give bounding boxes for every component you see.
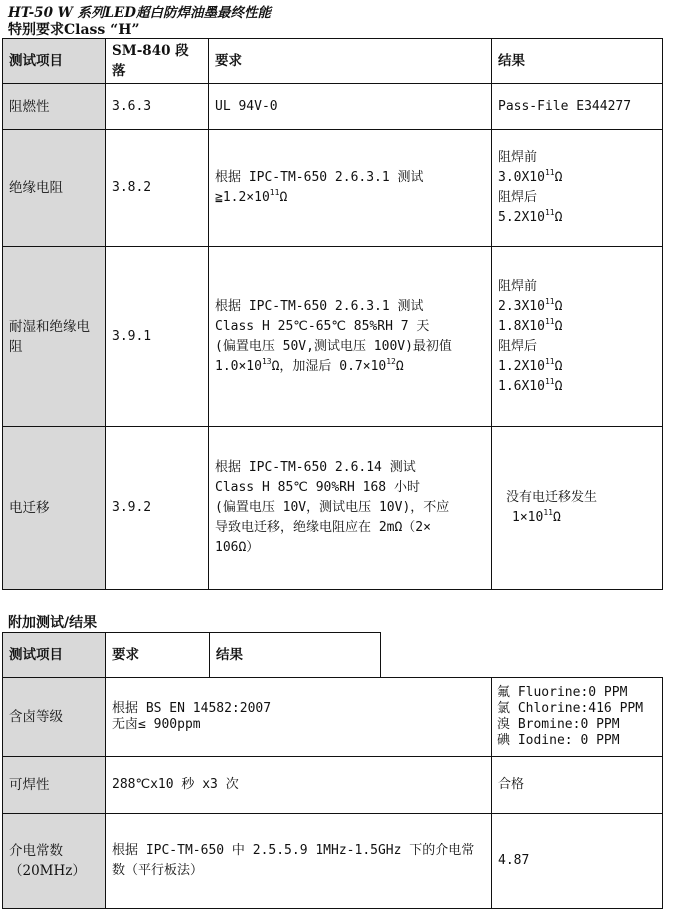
table-row [3,84,663,130]
header-result: 结果 [492,39,663,84]
row-requirement: UL 94V-0 [209,84,492,130]
result-line: 阻焊前 [498,278,538,294]
row-item-insulation-resistance: 绝缘电阻 [3,130,106,247]
result-line: 氟 Fluorine:0 PPM [497,685,628,700]
result-line: $1.8X10^{11}\Omega$ [498,316,563,334]
table-row [3,247,663,427]
row-result: Pass-File E344277 [492,84,663,130]
header-requirement: 要求 [106,633,210,678]
req-line: 根据 IPC-TM-650 2.6.3.1 测试 [215,298,424,314]
result-line: 阻焊后 [498,338,538,354]
result-line: $3.0X10^{11}\Omega$ [498,168,563,185]
additional-tests-table [2,677,663,909]
header-sm840-section: SM-840 段落 [106,39,209,84]
req-line: (偏置电压 10V，测试电压 10V)，不应 [215,500,450,515]
req-line: 根据 BS EN 14582:2007 [112,701,272,716]
result-line: 氯 Chlorine:416 PPM [497,701,644,716]
additional-tests-header [2,632,381,678]
result-line: $1.2X10^{11}\Omega$ [498,356,563,374]
row-item-solderability: 可焊性 [3,757,106,814]
row-requirement [209,427,492,590]
result-line: $1\times 10^{11}\Omega$ [512,508,561,525]
req-line: $≧1.2\times 10^{11}\Omega$ [215,188,288,205]
row-result [492,247,663,427]
row-requirement [209,247,492,427]
req-line: 根据 IPC-TM-650 中 2.5.5.9 1MHz-1.5GHz 下的介电常 [112,843,475,858]
result-line: 碘 Iodine: 0 PPM [497,733,620,748]
row-requirement [106,814,492,909]
row-requirement [106,678,492,757]
result-line: 阻焊前 [498,150,538,165]
req-line: 106Ω） [215,540,260,555]
row-item-humidity-insulation: 耐湿和绝缘电阻 [3,247,106,427]
result-line: 溴 Bromine:0 PPM [497,717,620,732]
row-section: 3.9.1 [106,247,209,427]
header-requirement: 要求 [209,39,492,84]
header-result: 结果 [210,633,381,678]
row-section: 3.8.2 [106,130,209,247]
row-item-halogen-level: 含卤等级 [3,678,106,757]
table-header-row [3,633,381,678]
table-row [3,130,663,247]
row-item-flame-retardancy: 阻燃性 [3,84,106,130]
req-line: Class H 25℃-65℃ 85%RH 7 天 [215,318,430,334]
item-line: 介电常数 [9,843,63,859]
result-line: $2.3X10^{11}\Omega$ [498,296,563,314]
result-line: $1.6X10^{11}\Omega$ [498,376,563,394]
req-line: 无卤≤ 900ppm [112,717,201,732]
table-header-row [3,39,663,84]
req-line: 根据 IPC-TM-650 2.6.14 测试 [215,460,416,475]
req-line: $1.0\times 10^{13}\Omega$，加湿后 $0.7\times 10^{12}\Omega$ [215,356,404,374]
document-subtitle: 特别要求Class “H” [8,22,140,38]
result-line: $5.2X10^{11}\Omega$ [498,208,563,225]
row-result [492,427,663,590]
row-result [492,678,663,757]
item-subline: （20MHz） [9,863,86,879]
row-result: 4.87 [492,814,663,909]
final-properties-table [2,38,663,590]
row-requirement [209,130,492,247]
table-row [3,814,663,909]
row-item-dielectric-constant [3,814,106,909]
header-test-item: 测试项目 [3,633,106,678]
row-section: 3.6.3 [106,84,209,130]
row-item-electromigration: 电迁移 [3,427,106,590]
req-line: 根据 IPC-TM-650 2.6.3.1 测试 [215,170,424,185]
result-line: 没有电迁移发生 [506,490,598,505]
section2-title: 附加测试/结果 [8,615,98,631]
row-result [492,130,663,247]
table-row [3,757,663,814]
req-line: 导致电迁移，绝缘电阻应在 2mΩ（2× [215,520,431,535]
header-test-item: 测试项目 [3,39,106,84]
req-line: 数（平行板法） [112,863,204,878]
row-result: 合格 [492,757,663,814]
row-requirement: 288℃x10 秒 x3 次 [106,757,492,814]
result-line: 阻焊后 [498,190,538,205]
document-title: HT-50 W 系列LED超白防焊油墨最终性能 [8,5,272,21]
req-line: (偏置电压 50V,测试电压 100V)最初值 [215,338,452,354]
row-section: 3.9.2 [106,427,209,590]
table-row [3,678,663,757]
table-row [3,427,663,590]
req-line: Class H 85℃ 90%RH 168 小时 [215,480,420,495]
